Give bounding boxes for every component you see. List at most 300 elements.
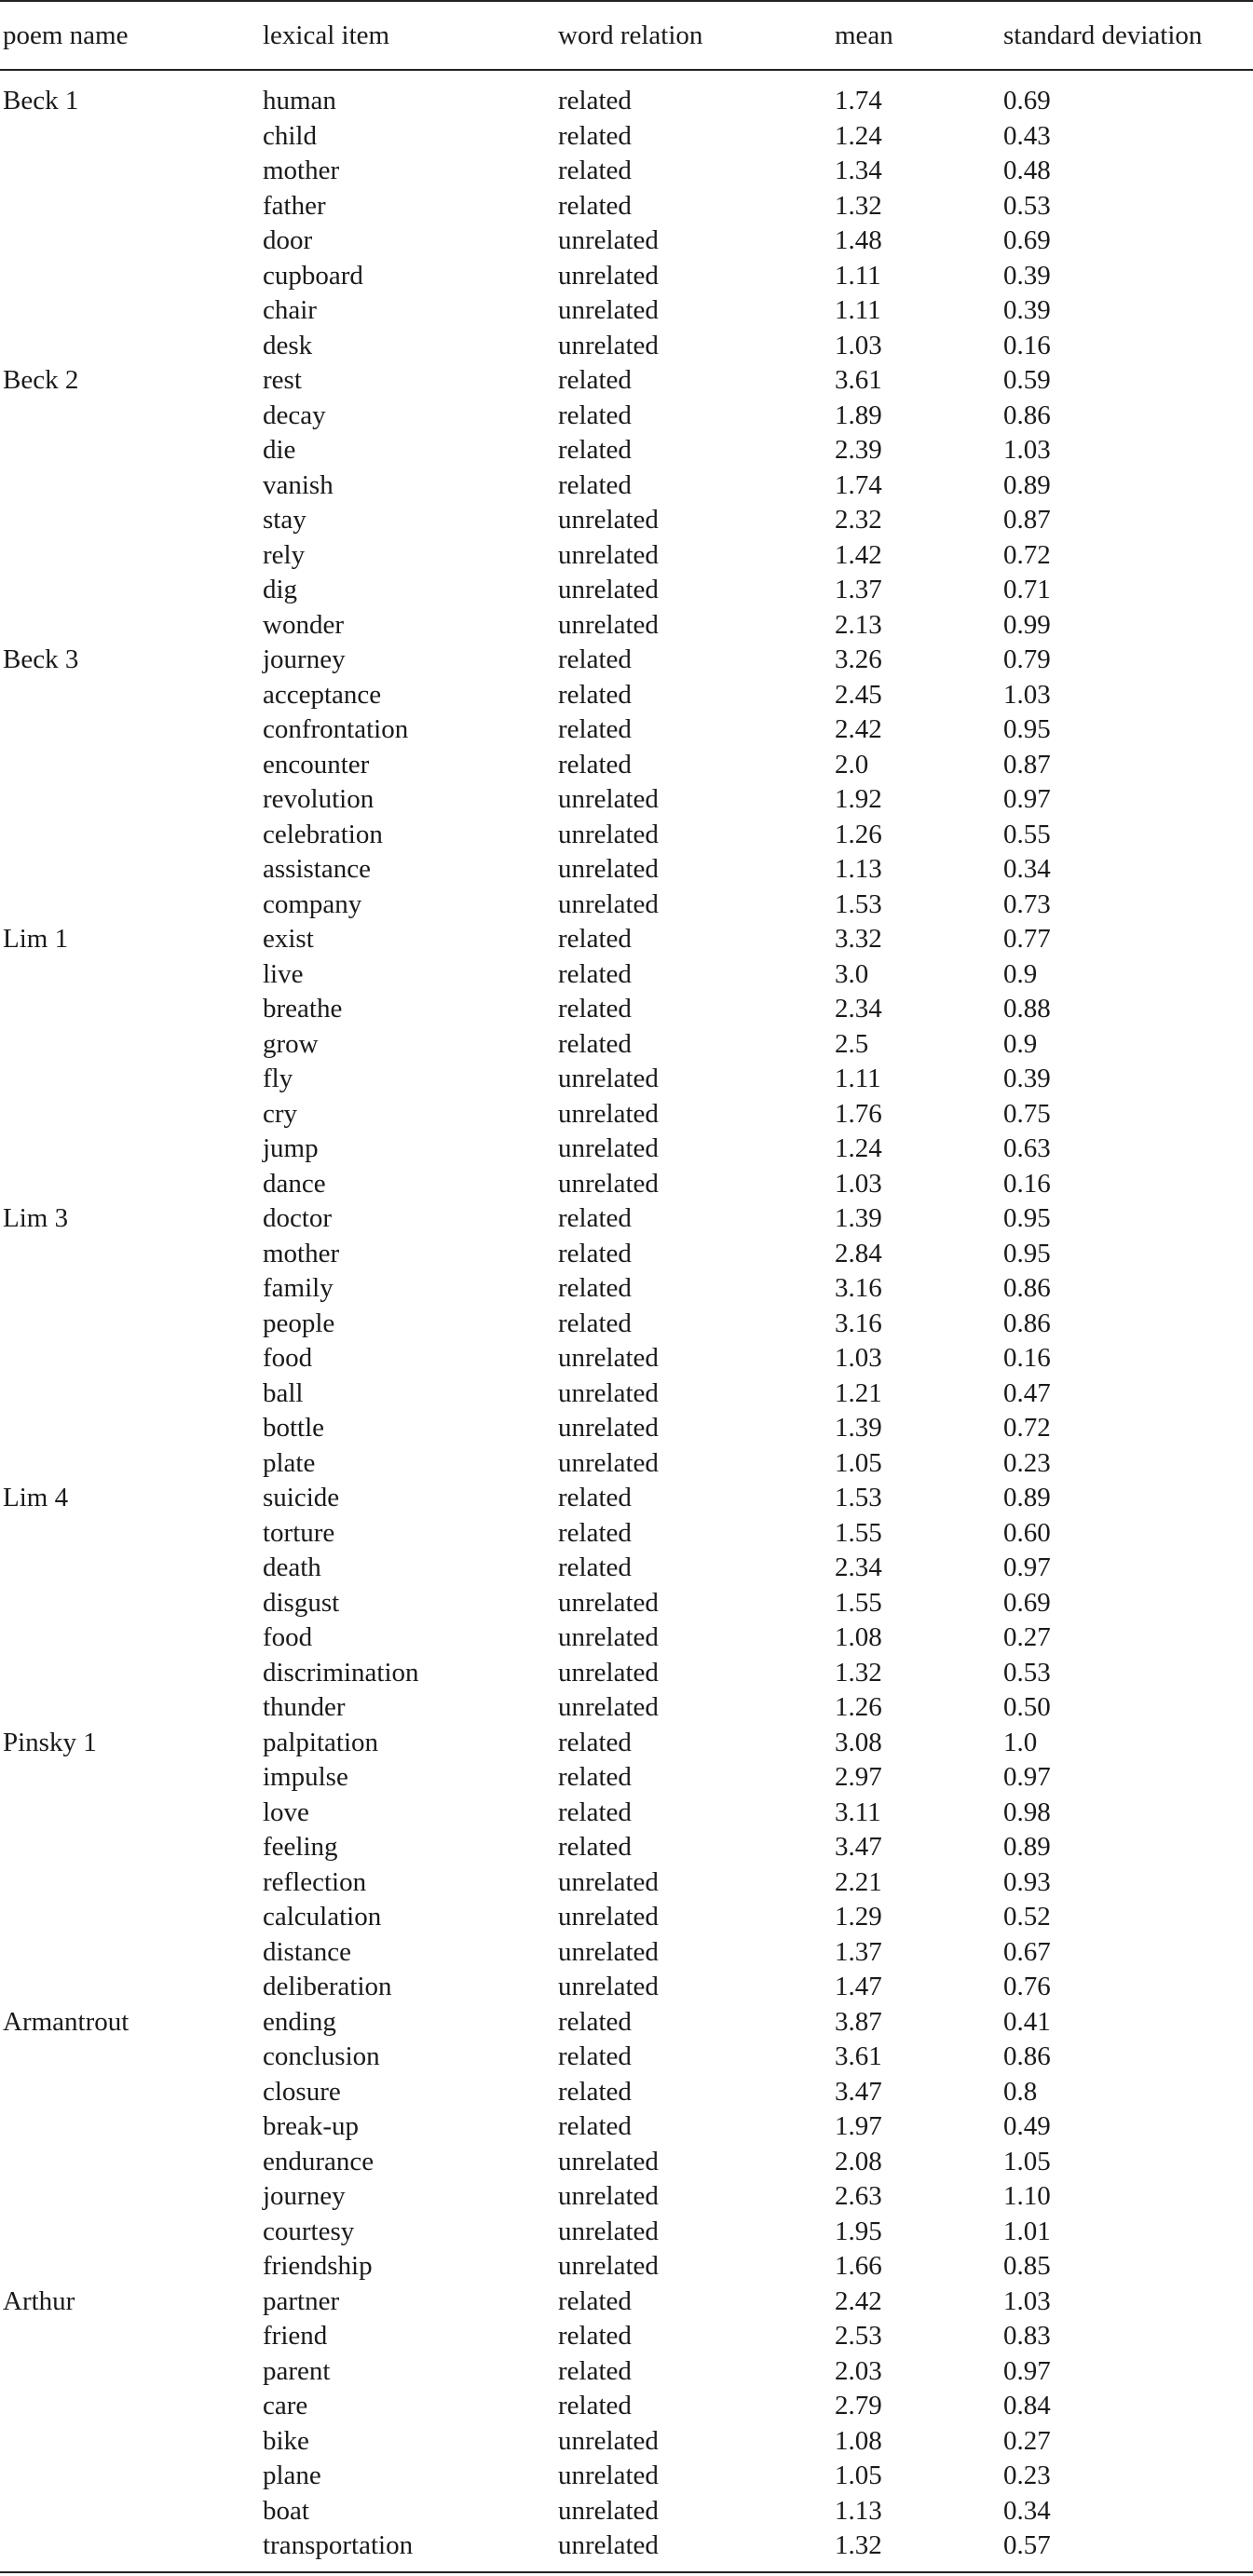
word-relation-cell: unrelated [558, 1377, 659, 1408]
word-relation-cell: unrelated [558, 1866, 659, 1897]
table-row [0, 293, 1253, 329]
word-relation-cell: related [558, 1727, 632, 1757]
table-row [0, 1271, 1253, 1307]
mean-cell: 1.97 [835, 2111, 882, 2141]
mean-cell: 3.87 [835, 2006, 882, 2037]
poem-name-cell [0, 224, 260, 259]
mean-cell: 2.84 [835, 1238, 882, 1268]
mean-cell: 3.61 [835, 2041, 882, 2071]
mean-cell: 1.39 [835, 1413, 882, 1443]
lexical-item-cell: partner [263, 2285, 340, 2316]
lexical-item-cell: closure [263, 2076, 341, 2107]
mean-cell: 2.34 [835, 1552, 882, 1582]
word-relation-cell: unrelated [558, 575, 659, 604]
word-relation-cell: related [558, 86, 632, 115]
mean-cell: 1.42 [835, 539, 882, 570]
table-row [0, 1865, 1253, 1901]
standard-deviation-cell: 1.01 [1003, 2216, 1051, 2246]
standard-deviation-cell: 1.10 [1003, 2181, 1051, 2211]
poem-name-cell [0, 782, 260, 818]
lexical-item-cell: revolution [263, 784, 375, 814]
table-row [0, 1760, 1253, 1796]
lexical-item-cell: breathe [263, 994, 343, 1024]
standard-deviation-cell: 0.93 [1003, 1866, 1051, 1897]
mean-cell: 2.79 [835, 2391, 882, 2420]
mean-cell: 1.53 [835, 888, 882, 919]
standard-deviation-cell: 1.0 [1003, 1727, 1038, 1757]
mean-cell: 1.48 [835, 225, 882, 255]
poem-name-cell [0, 293, 260, 329]
standard-deviation-cell: 0.71 [1003, 575, 1051, 604]
table-row [0, 992, 1253, 1027]
word-relation-cell: unrelated [558, 1622, 659, 1652]
table-row [0, 1656, 1253, 1691]
word-relation-cell: related [558, 120, 632, 151]
table-row [0, 2285, 1253, 2320]
table-row [0, 538, 1253, 574]
table-row [0, 363, 1253, 399]
standard-deviation-cell: 0.89 [1003, 1483, 1051, 1512]
standard-deviation-cell: 0.72 [1003, 539, 1051, 570]
standard-deviation-cell: 0.27 [1003, 1622, 1051, 1652]
poem-name-cell [0, 1271, 260, 1307]
standard-deviation-cell: 0.73 [1003, 888, 1051, 919]
lexical-item-cell: suicide [263, 1483, 340, 1512]
table-row [0, 2529, 1253, 2572]
table-row [0, 2459, 1253, 2494]
lexical-item-cell: door [263, 225, 313, 255]
mean-cell: 2.34 [835, 994, 882, 1024]
table-row [0, 852, 1253, 888]
mean-cell: 3.47 [835, 1832, 882, 1862]
mean-cell: 1.32 [832, 2529, 1001, 2572]
table-row [0, 1132, 1253, 1167]
table-row [0, 712, 1253, 748]
lexical-item-cell: decay [263, 400, 326, 430]
mean-cell: 1.11 [835, 295, 881, 325]
standard-deviation-cell: 0.87 [1003, 749, 1051, 780]
standard-deviation-cell: 0.98 [1003, 1796, 1051, 1827]
lexical-item-cell: conclusion [263, 2041, 380, 2071]
mean-cell: 2.42 [835, 714, 882, 744]
poem-name-cell [0, 503, 260, 538]
mean-cell: 2.0 [835, 749, 869, 780]
standard-deviation-cell: 0.97 [1003, 784, 1051, 814]
table-row [0, 1690, 1253, 1726]
standard-deviation-cell: 0.47 [1003, 1377, 1051, 1408]
word-relation-cell: related [558, 2076, 632, 2107]
word-relation-cell: related [558, 1308, 632, 1338]
poem-name-cell [0, 992, 260, 1027]
lexical-item-cell: vanish [263, 469, 334, 500]
word-relation-cell: related [558, 644, 632, 674]
lexical-item-cell: impulse [263, 1762, 348, 1792]
lexical-item-cell: family [263, 1273, 334, 1303]
table-row [0, 2389, 1253, 2424]
table-row [0, 782, 1253, 818]
word-relation-cell: related [558, 714, 632, 744]
poem-name-cell [0, 2529, 260, 2572]
mean-cell: 1.55 [835, 1517, 882, 1548]
table-header [0, 1, 1253, 70]
poem-name-cell [0, 329, 260, 364]
word-relation-cell: unrelated [558, 1168, 659, 1199]
standard-deviation-cell: 0.49 [1003, 2111, 1051, 2141]
standard-deviation-cell: 0.97 [1003, 1762, 1051, 1792]
poem-name-cell [0, 1620, 260, 1656]
poem-name-cell [0, 573, 260, 608]
standard-deviation-cell: 0.27 [1003, 2425, 1051, 2456]
table-row [0, 1237, 1253, 1272]
word-relation-cell: unrelated [558, 1098, 659, 1129]
standard-deviation-cell: 0.72 [1003, 1413, 1051, 1443]
word-relation-cell: related [558, 2355, 632, 2386]
standard-deviation-cell: 0.89 [1003, 469, 1051, 500]
standard-deviation-cell: 0.50 [1003, 1692, 1051, 1722]
lexical-item-cell: courtesy [263, 2216, 355, 2246]
lexical-item-cell: death [263, 1552, 321, 1582]
lexical-item-cell: reflection [263, 1866, 367, 1897]
lexical-item-cell: chair [263, 295, 317, 325]
table-row [0, 329, 1253, 364]
mean-cell: 1.32 [835, 1657, 882, 1688]
lexical-item-cell: cupboard [263, 260, 363, 291]
standard-deviation-cell: 0.9 [1003, 1028, 1038, 1059]
lexical-item-cell: endurance [263, 2146, 375, 2176]
lexical-item-cell: acceptance [263, 679, 382, 710]
word-relation-cell: related [558, 1483, 632, 1512]
lexical-item-cell: food [263, 1622, 313, 1652]
mean-cell: 3.61 [835, 365, 882, 395]
table-row [0, 957, 1253, 993]
lexical-item-cell: stay [263, 505, 306, 535]
poem-name-cell [0, 399, 260, 434]
mean-cell: 1.03 [835, 1343, 882, 1373]
word-relation-cell: related [558, 994, 632, 1024]
lexical-item-cell: torture [263, 1517, 335, 1548]
standard-deviation-cell: 1.03 [1003, 435, 1051, 465]
mean-cell: 1.24 [835, 1133, 882, 1163]
table-row [0, 2424, 1253, 2460]
header-lexical-item: lexical item [260, 1, 555, 70]
poem-name-cell: Lim 1 [3, 924, 69, 954]
word-relation-cell: unrelated [558, 225, 659, 255]
standard-deviation-cell: 0.76 [1003, 1972, 1051, 2001]
standard-deviation-cell: 0.52 [1003, 1902, 1051, 1932]
poem-name-cell [0, 1656, 260, 1691]
word-relation-cell: unrelated [558, 1692, 659, 1722]
word-relation-cell: unrelated [558, 1133, 659, 1163]
lexical-item-cell: deliberation [263, 1972, 392, 2001]
table-row [0, 2075, 1253, 2110]
lexical-item-cell: ball [263, 1377, 304, 1408]
lexical-item-cell: journey [263, 2181, 346, 2211]
word-relation-cell: unrelated [558, 784, 659, 814]
table-row [0, 2109, 1253, 2145]
table-row [0, 1830, 1253, 1865]
standard-deviation-cell: 0.8 [1003, 2076, 1038, 2107]
table-row [0, 643, 1253, 678]
standard-deviation-cell: 0.85 [1003, 2251, 1051, 2281]
lexical-item-cell: distance [263, 1936, 352, 1967]
word-relation-cell: related [558, 400, 632, 430]
table-row [0, 468, 1253, 504]
lexical-item-cell: desk [263, 330, 313, 360]
mean-cell: 2.13 [835, 609, 882, 640]
word-relation-cell: unrelated [558, 260, 659, 291]
word-relation-cell: related [558, 679, 632, 710]
table-row [0, 189, 1253, 224]
header-mean: mean [832, 1, 1001, 70]
word-relation-cell: related [558, 749, 632, 780]
table-row [0, 748, 1253, 783]
table-row [0, 1307, 1253, 1342]
poem-name-cell [0, 1865, 260, 1901]
mean-cell: 1.03 [835, 330, 882, 360]
mean-cell: 2.45 [835, 679, 882, 710]
poem-name-cell: Beck 3 [3, 644, 79, 674]
poem-name-cell [0, 189, 260, 224]
table-row [0, 608, 1253, 644]
word-relation-cell: related [558, 156, 632, 185]
mean-cell: 1.92 [835, 784, 882, 814]
poem-name-cell [0, 888, 260, 923]
mean-cell: 2.63 [835, 2181, 882, 2211]
table-row [0, 922, 1253, 957]
lexical-item-cell: care [263, 2391, 308, 2420]
mean-cell: 1.47 [835, 1972, 882, 2001]
table-row [0, 1167, 1253, 1202]
poem-name-cell [0, 1760, 260, 1796]
table-row [0, 1411, 1253, 1446]
header-poem-name: poem name [0, 1, 260, 70]
poem-name-cell [0, 433, 260, 468]
standard-deviation-cell: 0.88 [1003, 994, 1051, 1024]
table-row [0, 1481, 1253, 1516]
mean-cell: 1.29 [835, 1902, 882, 1932]
table-row [0, 2319, 1253, 2354]
table-row [0, 119, 1253, 155]
mean-cell: 1.95 [835, 2216, 882, 2246]
standard-deviation-cell: 0.95 [1003, 1238, 1051, 1268]
lexical-item-cell: jump [263, 1133, 319, 1163]
mean-cell: 1.26 [835, 1692, 882, 1722]
table-row [0, 1062, 1253, 1097]
table-row [0, 1516, 1253, 1552]
table-row [0, 154, 1253, 189]
standard-deviation-cell: 1.03 [1003, 679, 1051, 710]
standard-deviation-cell: 0.41 [1003, 2006, 1051, 2037]
mean-cell: 1.37 [835, 1936, 882, 1967]
table-row [0, 399, 1253, 434]
lexical-item-cell: people [263, 1308, 335, 1338]
word-relation-cell: related [558, 1273, 632, 1303]
table-row [0, 2005, 1253, 2040]
table-row [0, 1201, 1253, 1237]
table-row [0, 259, 1253, 294]
mean-cell: 3.26 [835, 644, 882, 674]
poem-name-cell [0, 1796, 260, 1831]
standard-deviation-cell: 0.75 [1003, 1098, 1051, 1129]
word-relation-cell: related [558, 469, 632, 500]
poem-name-cell [0, 2215, 260, 2250]
word-relation-cell: unrelated [558, 854, 659, 884]
mean-cell: 1.26 [835, 819, 882, 849]
word-relation-cell: unrelated [558, 888, 659, 919]
mean-cell: 1.03 [835, 1168, 882, 1199]
poem-name-cell: Beck 2 [3, 365, 79, 395]
mean-cell: 3.11 [835, 1796, 881, 1827]
word-relation-cell: unrelated [558, 1064, 659, 1093]
mean-cell: 2.32 [835, 505, 882, 535]
mean-cell: 1.37 [835, 575, 882, 604]
word-relation-cell: related [558, 2391, 632, 2420]
standard-deviation-cell: 0.16 [1003, 1168, 1051, 1199]
lexical-item-cell: die [263, 435, 296, 465]
standard-deviation-cell: 1.05 [1003, 2146, 1051, 2176]
table-row [0, 433, 1253, 468]
standard-deviation-cell: 0.89 [1003, 1832, 1051, 1862]
poem-name-cell [0, 957, 260, 993]
lexical-item-cell: ending [263, 2006, 336, 2037]
standard-deviation-cell: 0.86 [1003, 1273, 1051, 1303]
word-relation-cell: unrelated [558, 1657, 659, 1688]
lexical-item-cell: friend [263, 2321, 328, 2351]
mean-cell: 3.0 [835, 958, 869, 989]
table-row [0, 2215, 1253, 2250]
lexical-item-cell: feeling [263, 1832, 338, 1862]
poem-name-cell [0, 2249, 260, 2285]
poem-name-cell: Arthur [3, 2285, 75, 2316]
standard-deviation-cell: 0.67 [1003, 1936, 1051, 1967]
poem-name-cell [0, 1097, 260, 1132]
word-relation-cell: related [558, 1762, 632, 1792]
poem-name-cell [0, 1551, 260, 1586]
word-relation-cell: unrelated [558, 505, 659, 535]
word-relation-cell: related [558, 1796, 632, 1827]
standard-deviation-cell: 0.69 [1003, 225, 1051, 255]
word-relation-cell: unrelated [558, 1413, 659, 1443]
word-relation-cell: related [558, 924, 632, 954]
table-row [0, 573, 1253, 608]
word-relation-cell: related [558, 1832, 632, 1862]
lexical-item-cell: parent [263, 2355, 331, 2386]
word-relation-cell: unrelated [558, 609, 659, 640]
standard-deviation-cell: 0.84 [1003, 2391, 1051, 2420]
table-row [0, 2354, 1253, 2390]
standard-deviation-cell: 0.69 [1003, 1587, 1051, 1618]
poem-name-cell [0, 1341, 260, 1376]
table-row [0, 1446, 1253, 1482]
poem-name-cell [0, 2145, 260, 2180]
table-row [0, 1551, 1253, 1586]
table-row [0, 678, 1253, 713]
mean-cell: 1.11 [835, 260, 881, 291]
table-row [0, 2040, 1253, 2075]
lexical-item-cell: father [263, 190, 326, 221]
standard-deviation-cell: 0.83 [1003, 2321, 1051, 2351]
mean-cell: 1.76 [835, 1098, 882, 1129]
lexical-item-cell: thunder [263, 1692, 346, 1722]
poem-name-cell [0, 2040, 260, 2075]
lexical-item-cell: break-up [263, 2111, 360, 2141]
lexical-item-cell: bottle [263, 1413, 325, 1443]
word-relation-cell: unrelated [558, 819, 659, 849]
lexical-item-cell: rely [263, 539, 306, 570]
mean-cell: 1.66 [835, 2251, 882, 2281]
lexical-item-cell: friendship [263, 2251, 373, 2281]
standard-deviation-cell: 0.53 [1003, 1657, 1051, 1688]
standard-deviation-cell: 0.86 [1003, 2041, 1051, 2071]
table-row [0, 1726, 1253, 1761]
poem-name-cell [0, 1516, 260, 1552]
standard-deviation-cell: 0.43 [1003, 120, 1051, 151]
lexical-item-cell: boat [263, 2495, 309, 2526]
mean-cell: 3.16 [835, 1308, 882, 1338]
table-row [0, 1796, 1253, 1831]
word-relation-cell: related [558, 2285, 632, 2316]
word-relation-cell: related [558, 1028, 632, 1059]
standard-deviation-cell: 0.95 [1003, 1203, 1051, 1233]
mean-cell: 1.32 [835, 190, 882, 221]
mean-cell: 1.05 [835, 1447, 882, 1478]
mean-cell: 1.39 [835, 1203, 882, 1233]
mean-cell: 2.53 [835, 2321, 882, 2351]
table-row [0, 2179, 1253, 2215]
poem-name-cell [0, 1446, 260, 1482]
word-relation-cell: unrelated [558, 2146, 659, 2176]
table-row [0, 70, 1253, 119]
poem-name-cell [0, 1690, 260, 1726]
poem-name-cell [0, 1307, 260, 1342]
mean-cell: 3.08 [835, 1727, 882, 1757]
lexical-item-cell: disgust [263, 1587, 340, 1618]
lexical-item-cell: love [263, 1796, 309, 1827]
word-relation-cell: related [558, 1517, 632, 1548]
mean-cell: 3.47 [835, 2076, 882, 2107]
word-relation-cell: unrelated [558, 2181, 659, 2211]
standard-deviation-cell: 0.87 [1003, 505, 1051, 535]
poem-name-cell [0, 678, 260, 713]
poem-name-cell [0, 1132, 260, 1167]
poem-name-cell [0, 1935, 260, 1971]
standard-deviation-cell: 0.69 [1003, 86, 1051, 115]
word-relation-cell: unrelated [558, 1936, 659, 1967]
lexical-item-cell: doctor [263, 1203, 333, 1233]
poem-name-cell [0, 712, 260, 748]
lexical-item-cell: food [263, 1343, 313, 1373]
header-word-relation: word relation [555, 1, 832, 70]
mean-cell: 2.5 [835, 1028, 869, 1059]
poem-name-cell [0, 818, 260, 853]
lexical-item-cell: plate [263, 1447, 316, 1478]
lexical-item-cell: cry [263, 1098, 298, 1129]
lexical-item-cell: celebration [263, 819, 383, 849]
lexical-item-cell: transportation [260, 2529, 555, 2572]
standard-deviation-cell: 0.34 [1003, 854, 1051, 884]
lexical-item-cell: plane [263, 2461, 321, 2490]
table-row [0, 1935, 1253, 1971]
poem-name-cell [0, 852, 260, 888]
word-relation-cell: unrelated [558, 2495, 659, 2526]
poem-name-cell [0, 1900, 260, 1935]
table-row [0, 503, 1253, 538]
mean-cell: 1.74 [835, 469, 882, 500]
lexical-item-cell: encounter [263, 749, 370, 780]
table-row [0, 1376, 1253, 1412]
table-row [0, 224, 1253, 259]
poem-name-cell: Lim 4 [3, 1483, 69, 1512]
